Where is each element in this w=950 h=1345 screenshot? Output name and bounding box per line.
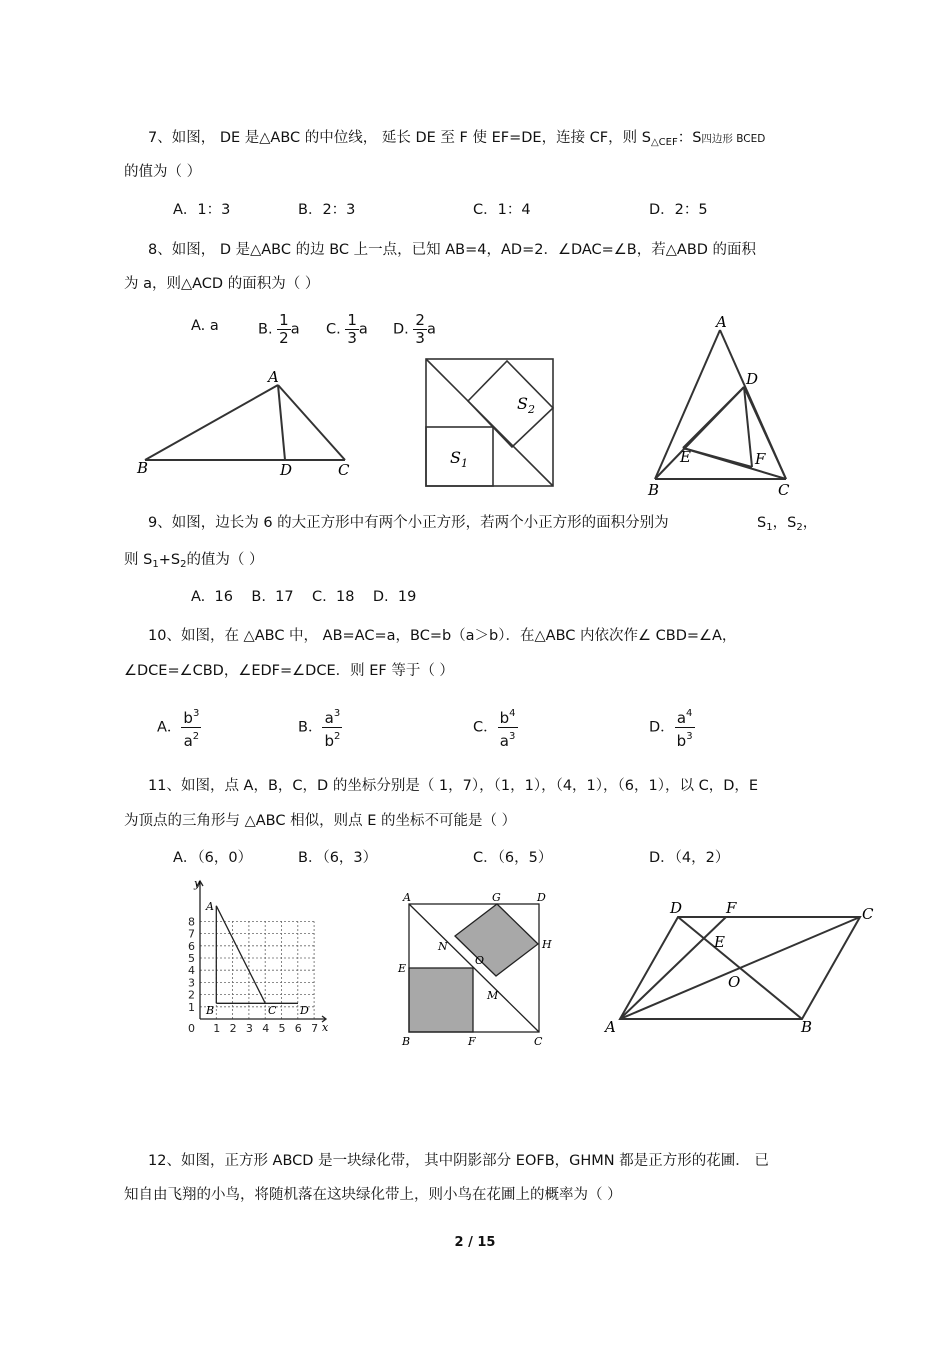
frac-numerator: a: [676, 709, 687, 727]
q9-line1-tail: [757, 513, 817, 535]
diagonal-bd: [678, 917, 802, 1019]
label-e: E: [680, 448, 691, 466]
label-s2-sub: 2: [527, 403, 535, 416]
q9-line2-sub1: 1: [152, 559, 159, 570]
x-tick-label: 6: [294, 1022, 302, 1035]
square-eofb: [409, 968, 473, 1032]
segment-ab: [145, 385, 278, 460]
q9-options: A. 16 B. 17 C. 18 D. 19: [191, 589, 417, 605]
label-o: O: [728, 973, 741, 991]
square-ghmn: [455, 904, 538, 976]
frac-numerator: 1: [347, 311, 357, 329]
frac-den-exponent: 2: [192, 731, 200, 742]
x-tick-label: 5: [278, 1022, 286, 1035]
q11-option-b: B．（6，3）: [298, 850, 378, 866]
label-m: M: [487, 989, 499, 1002]
q8-line1: 8、如图， D 是△ABC 的边 BC 上一点，已知 AB=4，AD=2．∠DAC=∠B，若△ABD 的面积: [148, 242, 757, 258]
q10-option-b-frac: [322, 705, 342, 750]
q7-option-b: B．2：3: [298, 202, 356, 218]
label-d: D: [280, 461, 293, 479]
frac-num-exponent: 3: [192, 708, 200, 719]
label-a: A: [268, 368, 279, 386]
q10-option-a-frac: [181, 705, 201, 750]
y-tick-label: 1: [188, 1000, 195, 1014]
x-tick-label: 1: [213, 1022, 221, 1035]
segment-ac: [278, 385, 345, 460]
page-number: 2 / 15: [454, 1235, 496, 1250]
q9-line2-sub2: 2: [180, 559, 187, 570]
label-b: B: [648, 481, 660, 499]
label-b: B: [137, 459, 149, 477]
q7-text-a: 7、如图， DE 是△ABC 的中位线， 延长 DE 至 F 使 EF=DE，连接 CF，则 S: [148, 130, 651, 146]
y-tick-label: 7: [188, 927, 195, 941]
q7-sub-cef: △CEF: [650, 137, 678, 148]
q7-line2: 的值为（ ）: [124, 164, 202, 180]
q9-s2: ，S: [772, 515, 797, 531]
q9-sub-1: 1: [766, 522, 773, 533]
q11-line1: 11、如图，点 A，B，C，D 的坐标分别是（ 1，7），（1，1），（4，1），（6，1），以 C，D，E: [148, 778, 759, 794]
y-tick-label: 3: [188, 976, 195, 990]
frac-denominator: 3: [347, 329, 357, 347]
label-a: A: [716, 313, 727, 331]
q10-option-a: [157, 705, 201, 750]
label-c: C: [338, 461, 350, 479]
q10-option-c-frac: [498, 705, 518, 750]
q7-sub-quad: 四边形: [701, 133, 733, 145]
q12-line2: 知自由飞翔的小鸟，将随机落在这块绿化带上，则小鸟在花圃上的概率为（ ）: [124, 1187, 622, 1203]
frac-denominator: 2: [279, 329, 289, 347]
figure-parallelogram: [600, 895, 885, 1040]
label-h: H: [542, 938, 552, 951]
label-o: O: [475, 954, 485, 967]
q8-option-b-label: B.: [258, 321, 273, 338]
x-tick-label: 0: [188, 1022, 195, 1035]
figure-q9-squares: [424, 357, 556, 489]
label-d: D: [670, 899, 683, 917]
frac-num-exponent: 4: [686, 708, 693, 719]
label-b: B: [801, 1018, 813, 1036]
q10-option-d: [649, 705, 695, 750]
q7-option-c: C．1：4: [473, 202, 531, 218]
frac-denominator: a: [499, 732, 509, 750]
q7-text-c: BCED: [732, 133, 766, 145]
q9-line1: 9、如图，边长为 6 的大正方形中有两个小正方形，若两个小正方形的面积分别为: [148, 515, 669, 531]
y-tick-label: 2: [188, 988, 195, 1002]
q11-option-d: D．（4，2）: [649, 850, 730, 866]
q8-option-d: [393, 312, 436, 347]
frac-denominator: a: [183, 732, 193, 750]
q11-line2: 为顶点的三角形与 △ABC 相似，则点 E 的坐标不可能是（ ）: [124, 813, 517, 829]
label-n: N: [438, 940, 448, 953]
label-s2: [517, 394, 535, 416]
label-a: A: [206, 900, 214, 913]
x-axis-label: x: [322, 1021, 329, 1034]
q8-option-c-frac: [345, 312, 359, 347]
y-tick-label: 6: [188, 939, 195, 953]
label-e: E: [714, 933, 725, 951]
label-b: B: [206, 1004, 215, 1017]
q7-option-d: D．2：5: [649, 202, 708, 218]
q10-line1: 10、如图，在 △ABC 中， AB=AC=a，BC=b（a＞b）．在△ABC 内依次作∠ CBD=∠A，: [148, 628, 737, 644]
label-d: D: [300, 1004, 309, 1017]
label-c: C: [778, 481, 790, 499]
q10-option-b: [298, 705, 342, 750]
square-s2: [468, 361, 553, 447]
label-s1-main: S: [450, 448, 461, 467]
frac-den-exponent: 3: [508, 731, 516, 742]
label-c: C: [268, 1004, 277, 1017]
figure-q11-grid: [185, 876, 335, 1036]
label-d: D: [746, 370, 759, 388]
q10-option-c: [473, 705, 518, 750]
q8-option-b-frac: [277, 312, 291, 347]
x-tick-label: 3: [245, 1022, 253, 1035]
q8-line2: 为 a，则△ACD 的面积为（ ）: [124, 276, 320, 292]
frac-num-exponent: 3: [333, 708, 341, 719]
q8-option-d-frac: [413, 312, 427, 347]
frac-den-exponent: 2: [333, 731, 341, 742]
label-c: C: [862, 905, 874, 923]
segment-af: [620, 917, 726, 1019]
label-s1-sub: 1: [460, 457, 468, 470]
frac-numerator: b: [183, 709, 193, 727]
label-c: C: [534, 1035, 543, 1048]
q8-option-b: [258, 312, 300, 347]
label-a: A: [403, 891, 411, 904]
x-tick-label: 2: [229, 1022, 237, 1035]
frac-denominator: 3: [415, 329, 425, 347]
x-tick-label: 7: [311, 1022, 319, 1035]
label-b: B: [402, 1035, 411, 1048]
q9-line2-c: 的值为（ ）: [186, 552, 264, 568]
q8-option-a: A. a: [191, 318, 219, 334]
segment-ad: [278, 385, 285, 460]
q8-option-d-label: D.: [393, 321, 409, 338]
label-s1: [450, 448, 468, 470]
q9-comma: ，: [802, 515, 818, 531]
y-tick-label: 8: [188, 915, 195, 929]
q9-line2-a: 则 S: [124, 552, 153, 568]
segment-ac: [216, 906, 265, 1004]
frac-num-exponent: 4: [509, 708, 516, 719]
q11-option-a: A．（6，0）: [173, 850, 253, 866]
frac-variable: a: [358, 321, 368, 338]
frac-den-exponent: 3: [686, 731, 693, 742]
q9-line2-b: +S: [158, 552, 181, 568]
label-g: G: [492, 891, 501, 904]
q9-line2: [124, 550, 264, 572]
frac-numerator: b: [499, 709, 510, 727]
label-f: F: [726, 899, 737, 917]
label-s2-main: S: [517, 394, 528, 413]
label-d: D: [537, 891, 546, 904]
figure-q12-square: [398, 890, 558, 1048]
q10-option-a-label: A．: [157, 719, 182, 736]
figure-q10-triangle: [640, 312, 800, 500]
frac-variable: a: [426, 321, 436, 338]
frac-denominator: b: [676, 732, 687, 750]
label-a: A: [605, 1018, 616, 1036]
frac-numerator: 2: [415, 311, 425, 329]
frac-denominator: b: [324, 732, 334, 750]
q10-option-b-label: B．: [298, 719, 323, 736]
q8-option-c: [326, 312, 368, 347]
y-tick-label: 4: [188, 964, 195, 978]
q10-option-c-label: C．: [473, 719, 498, 736]
q7-text-b: ：S: [677, 130, 702, 146]
label-f: F: [468, 1035, 476, 1048]
q11-option-c: C．（6，5）: [473, 850, 553, 866]
frac-numerator: a: [324, 709, 334, 727]
q9-s: S: [757, 515, 767, 531]
y-axis-label: y: [194, 877, 201, 890]
x-tick-label: 4: [262, 1022, 270, 1035]
q7-option-a: A．1：3: [173, 202, 231, 218]
figure-q8-triangle: [130, 365, 360, 480]
q12-line1: 12、如图，正方形 ABCD 是一块绿化带， 其中阴影部分 EOFB，GHMN 都是正方形的花圃． 已: [148, 1153, 769, 1169]
frac-numerator: 1: [279, 311, 289, 329]
q10-line2: ∠DCE=∠CBD，∠EDF=∠DCE．则 EF 等于（ ）: [124, 663, 454, 679]
y-tick-label: 5: [188, 952, 195, 965]
q10-option-d-frac: [675, 705, 695, 750]
label-e: E: [398, 962, 407, 975]
label-f: F: [755, 450, 766, 468]
q8-option-c-label: C.: [326, 321, 341, 338]
frac-variable: a: [290, 321, 300, 338]
q9-sub-2: 2: [796, 522, 803, 533]
q10-option-d-label: D．: [649, 719, 675, 736]
q7-line1: [148, 128, 765, 150]
segment-ef: [683, 448, 752, 467]
